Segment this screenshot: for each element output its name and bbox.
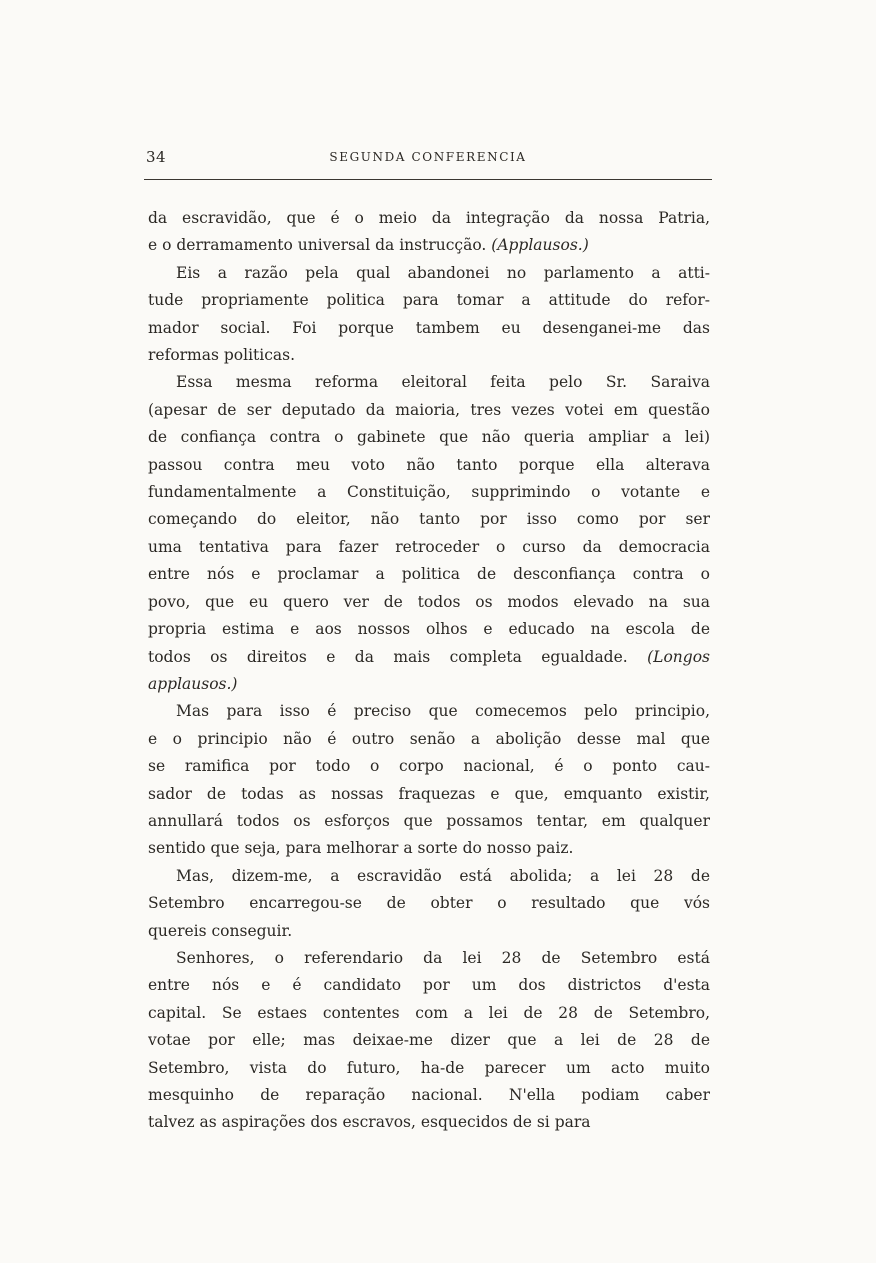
page-number: 34 (146, 148, 167, 166)
text-line: sentido que seja, para melhorar a sorte do nosso paiz. (148, 839, 574, 858)
paragraph (148, 945, 710, 1137)
text-line: de confiança contra o gabinete que não queria ampliar a lei) (148, 428, 710, 447)
text-line: (apesar de ser deputado da maioria, tres vezes votei em questão (148, 400, 710, 419)
text-line: annullará todos os esforços que possamos tentar, em qualquer (148, 811, 710, 830)
text-line: e o principio não é outro senão a abolição desse mal que (148, 729, 710, 748)
text-line: se ramifica por todo o corpo nacional, é o ponto cau- (148, 757, 710, 776)
text-line: applausos.) (148, 674, 238, 693)
applause-note: (Longos (647, 647, 710, 666)
body-text (148, 205, 710, 1137)
text-line: povo, que eu quero ver de todos os modos elevado na sua (148, 592, 710, 611)
paragraph (148, 260, 710, 370)
text-line: uma tentativa para fazer retroceder o curso da democracia (148, 537, 710, 556)
text-line: propria estima e aos nossos olhos e educado na escola de (148, 620, 710, 639)
text-line: e o derramamento universal da instrucção. (Applausos.) (148, 236, 589, 255)
text-line: todos os direitos e da mais completa egualdade. (Longos (148, 647, 710, 666)
text-line: Mas, dizem-me, a escravidão está abolida; a lei 28 de (176, 866, 710, 885)
header-rule (144, 179, 712, 180)
text-line: mesquinho de reparação nacional. N'ella podiam caber (148, 1086, 710, 1104)
applause-note: (Applausos.) (491, 236, 589, 255)
text-line: começando do eleitor, não tanto por isso como por ser (148, 510, 710, 529)
text-line: entre nós e é candidato por um dos districtos d'esta (148, 976, 710, 995)
running-title: SEGUNDA CONFERENCIA (329, 150, 527, 164)
text-line: Essa mesma reforma eleitoral feita pelo Sr. Saraiva (176, 373, 710, 392)
text-line: Setembro encarregou-se de obter o resultado que vós (148, 894, 710, 913)
paragraph (148, 369, 710, 698)
text-line: tude propriamente politica para tomar a attitude do refor- (148, 291, 710, 310)
text-line: Senhores, o referendario da lei 28 de Setembro está (176, 948, 710, 967)
paragraph (148, 205, 710, 260)
text-line: passou contra meu voto não tanto porque ella alterava (148, 455, 710, 474)
text-line: Mas para isso é preciso que comecemos pelo principio, (176, 702, 710, 721)
text-line: quereis conseguir. (148, 921, 293, 940)
text-line: mador social. Foi porque tambem eu desenganei-me das (148, 318, 710, 337)
text-line: reformas politicas. (148, 346, 296, 365)
text-line: talvez as aspirações dos escravos, esquecidos de si para (148, 1113, 591, 1132)
text-line: entre nós e proclamar a politica de desconfiança contra o (148, 565, 710, 584)
page-header (144, 145, 712, 169)
paragraph (148, 698, 710, 862)
text-line: da escravidão, que é o meio da integração da nossa Patria, (148, 209, 710, 227)
text-line: Setembro, vista do futuro, ha-de parecer um acto muito (148, 1058, 710, 1077)
text-line: sador de todas as nossas fraquezas e que, emquanto existir, (148, 784, 710, 803)
text-line: capital. Se estaes contentes com a lei de 28 de Setembro, (148, 1003, 710, 1022)
paragraph (148, 863, 710, 945)
text-line: fundamentalmente a Constituição, supprimindo o votante e (148, 483, 710, 502)
text-line: Eis a razão pela qual abandonei no parlamento a atti- (176, 263, 710, 282)
text-line: votae por elle; mas deixae-me dizer que a lei de 28 de (148, 1031, 710, 1050)
